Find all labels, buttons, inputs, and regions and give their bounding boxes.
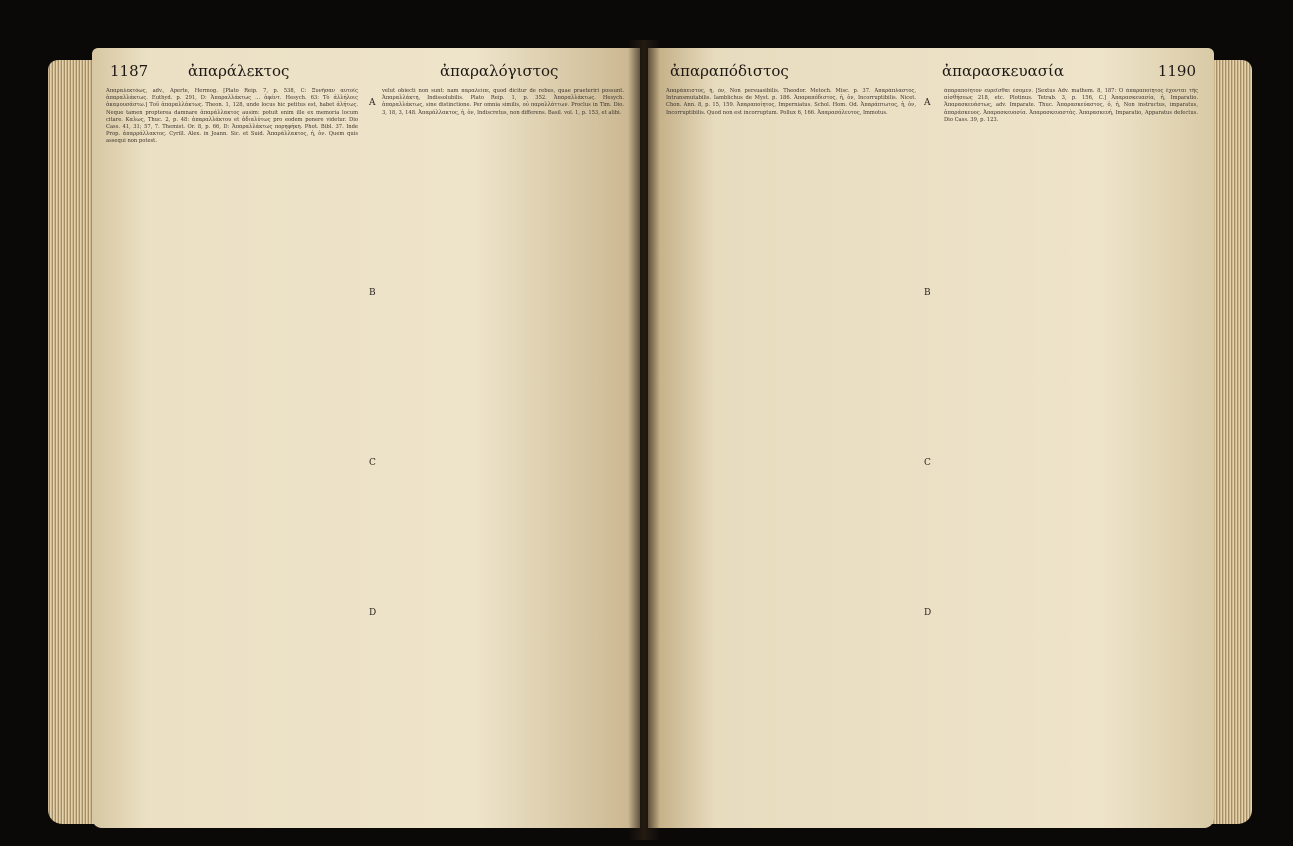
right-page-headword-2: ἀπαρασκευασία — [942, 62, 1064, 80]
left-margin-letter-a: A — [369, 98, 376, 108]
left-page-column-2 — [382, 88, 624, 816]
left-page-column-1 — [106, 88, 358, 816]
right-page-column-2 — [944, 88, 1198, 816]
left-page-number: 1187 — [110, 62, 149, 80]
left-page-column-2-text: velut obiecti non sunt: nam παραλείπε, quod dicitur de rebus, quae praeteriri possunt. Ἀπαραλλάκτη, Indissolubilis. Plato Reip. 1, p. 352. Ἀπαραλλάκτως. Hesych. ἀπαραλλάκτως, sine distinctione. Per omnia similis, οὐ παραλλάττων. Proclus in Tim. Dio. 3, 18, 3, 148. Ἀπαράλλακτος, ἡ, ὁν, Indiscretus, non differens. Basil. vol. 1, p. 153, et alibi. — [382, 88, 624, 116]
right-margin-letter-b: B — [924, 288, 931, 298]
left-page — [92, 48, 640, 828]
page-edges-right — [1212, 60, 1252, 824]
left-page-headword-2: ἀπαραλόγιστος — [440, 62, 559, 80]
right-margin-letter-c: C — [924, 458, 931, 468]
page-edges-left — [48, 60, 94, 824]
right-margin-letter-d: D — [924, 608, 932, 618]
right-margin-letter-a: A — [924, 98, 931, 108]
right-page-column-2-text: ἀπαραποίητον εὑρεῖσθαι ἐσομεν. [Sextus Adv. mathem. 8, 187: Ὁ ἀπαραποίητος ἔχονται τῆς αἰσθήσεως 218, etc. Plotinus. Tetrab. 3, p. 156, C.] Ἀπαρασκευασία, ἡ, Imparatio. Ἀπαρασκευάστως, adv. Imparate. Thuc. Ἀπαρασκεύαστος, ὁ, ἡ, Non instructus, imparatus, ἀπαράσκευος. Ἀπαρασκευασία. Ἀπαρασκευαστὰς. Ἀπαρασκευή, Imparatio, Apparatus defectus. Dio Cass. 39, p. 123. — [944, 88, 1198, 123]
left-margin-letter-c: C — [369, 458, 376, 468]
left-margin-letter-d: D — [369, 608, 377, 618]
right-page-number: 1190 — [1157, 62, 1196, 80]
right-page-header — [666, 62, 1196, 84]
right-page-column-1 — [666, 88, 916, 816]
book-gutter — [628, 40, 660, 840]
right-page-headword-1: ἀπαραπόδιστος — [670, 62, 789, 80]
right-page-column-1-text: Ἀπαράπειστος, ἡ, ὁν, Non persuasibilis. Theodor. Metoch. Misc. p. 37. Ἀπαράπλαστος, Intransmutabilis. Iamblichus de Myst. p. 186. Ἀπαραπόδιστος, ἡ, ὁν, Incorruptibilis. Nicet. Chon. Ann. 8, p. 15, 159. Ἀπαραποίητος, Imperniatus. Schol. Hom. Od. Ἀπαράπτωτος, ἡ, ὁν, Incorruptibilis. Quod non est incorruptum. Pollux 6, 166. Ἀπαρασάλευτος, Immotus. — [666, 88, 916, 116]
left-page-headword-1: ἀπαράλεκτος — [188, 62, 290, 80]
left-margin-letter-b: B — [369, 288, 376, 298]
left-page-header — [110, 62, 622, 84]
right-page — [648, 48, 1214, 828]
left-page-column-1-text: Ἀπαραλεκτόως, adv., Aperte, Hermog. [Plato Reip. 7, p. 538, C: Ξυνῆσαν αὐτοῖς ἀπαραλλάκτως. Euthyd. p. 291, D: Ἀπαραλλάκτως ... ἀφέντ. Hesych. 63: Τὸ ἀλλήλοις ἀκαμουσάστω.] Τοῦ ἀπαραλλάκτως. Theon. 1, 128, unde locus hic petitus est, habet ἀλήτως. Neque tamen propterea damnare ἀπαράλλακτος ausim: potuit enim ille ex memoria locum citare. Καλως, Thuc. 2, p. 48: ἀπαραλλάκτου et ἀδιαλύτως pro eodem ponere videtur. Dio Cass. 41, 31; 57, 7. Themist. Or. 8, p. 66, D: Ἀπαραλλάκτως πορηφήκη. Phot. Bibl. 37. Inde Prop. ἀπαρράλλακτος. Cyrill. Alex. in Joann. Sic. et Suid. Ἀπαράλλακτος, ἡ, ὁν. Quem quis assequi non potest. — [106, 88, 358, 145]
